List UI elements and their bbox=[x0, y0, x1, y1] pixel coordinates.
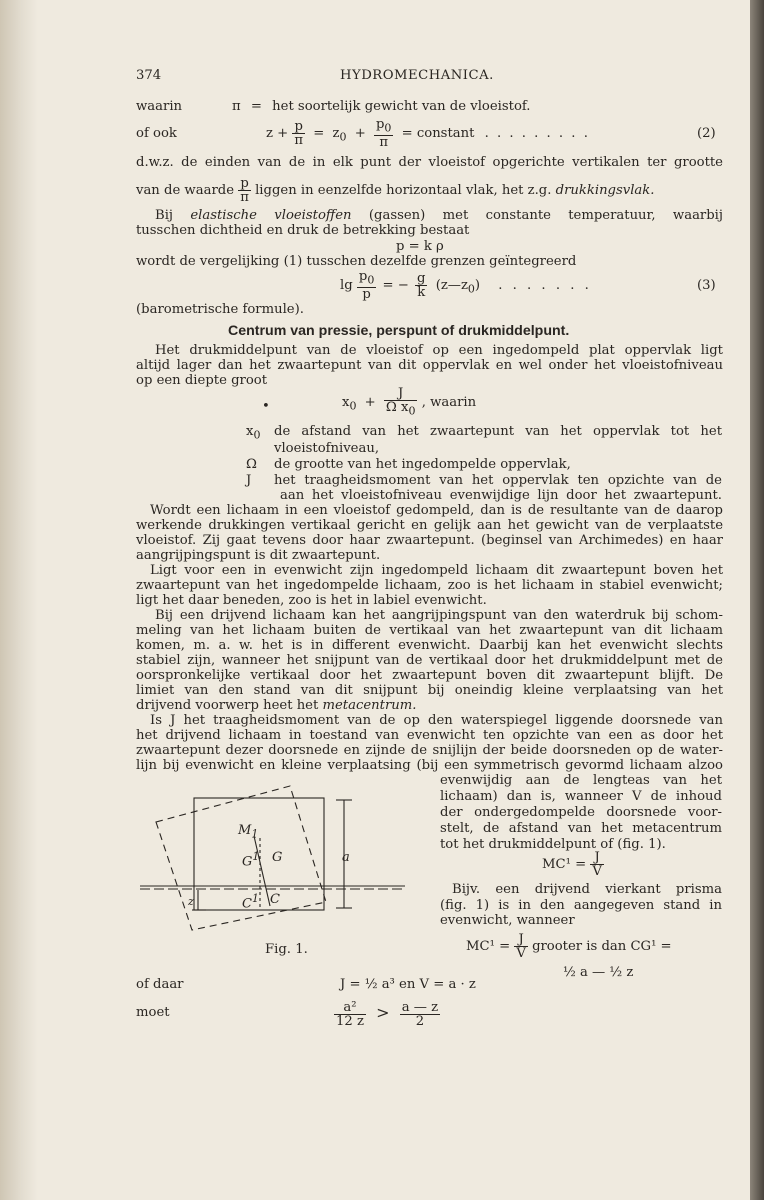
def-omega-symbol: Ω bbox=[246, 457, 257, 472]
para6-line: meling van het lichaam buiten de vertikaal van het zwaartepunt van dit lichaam bbox=[136, 623, 723, 638]
mc-eq2-num: J bbox=[514, 933, 528, 947]
eq4-bullet: • bbox=[262, 399, 270, 414]
def-J-text: het traagheidsmoment van het oppervlak ten opzichte van de bbox=[274, 473, 722, 488]
para1-frac bbox=[238, 177, 251, 204]
def-x0-x: x bbox=[246, 424, 254, 439]
eq2-z0-sub: 0 bbox=[339, 130, 347, 144]
final-eq-a: J = ½ a³ en V = a · z bbox=[340, 977, 476, 992]
eq4-frac-den-text: Ω x bbox=[385, 400, 409, 416]
para6-last-pre: drijvend voorwerp heet het bbox=[136, 698, 319, 713]
label-G1 bbox=[242, 850, 259, 869]
binding-shadow bbox=[0, 0, 38, 1200]
para5-line: Ligt voor een in evenwicht zijn ingedompeld lichaam dit zwaartepunt boven het bbox=[150, 563, 723, 578]
final-eq-b bbox=[334, 996, 440, 1032]
eq4-waarin: , waarin bbox=[421, 395, 477, 410]
para6-line: limiet van den stand van dit snijpunt bij oneindig kleine verplaatsing van het bbox=[136, 683, 723, 698]
para1-line2 bbox=[136, 175, 654, 207]
eq3-rest-end: ) bbox=[474, 278, 481, 293]
pi-symbol: π bbox=[232, 99, 241, 114]
eq3-equals: = − bbox=[382, 278, 409, 293]
eq4-x-sub: 0 bbox=[349, 399, 357, 413]
mc-eq2-frac bbox=[514, 933, 528, 960]
mc-eq bbox=[542, 848, 604, 882]
figure-caption: Fig. 1. bbox=[265, 942, 308, 957]
final-frac2-num: a — z bbox=[401, 1000, 439, 1015]
final-frac2 bbox=[400, 1001, 440, 1028]
mc-eq2-lhs: MC¹ = bbox=[466, 939, 511, 954]
eq2-left: of ook bbox=[136, 126, 177, 141]
eq3-rest: (z—z bbox=[435, 278, 468, 293]
def-x0-text: de afstand van het zwaartepunt van het oppervlak tot het bbox=[274, 424, 722, 439]
eq4-plus: + bbox=[364, 395, 376, 410]
eq3-frac1-den: p bbox=[362, 286, 371, 302]
eq3-dots: . . . . . . . bbox=[498, 278, 592, 293]
mc-eq-num: J bbox=[590, 851, 604, 865]
eq3-frac1-num-p: p bbox=[358, 269, 368, 285]
running-title: HYDROMECHANICA. bbox=[340, 68, 494, 83]
para6-line: Bij een drijvend lichaam kan het aangrijpingspunt van den waterdruk bij schom- bbox=[155, 608, 723, 623]
right-col2-line: (fig. 1) is in den aangegeven stand in bbox=[440, 898, 722, 913]
label-G1-sup: 1 bbox=[252, 850, 260, 863]
label-C1-text: C bbox=[242, 896, 252, 912]
eq3-number: (3) bbox=[697, 278, 716, 293]
right-col-line: lichaam) dan is, wanneer V de inhoud bbox=[440, 789, 722, 804]
eq2-rest: = constant bbox=[401, 126, 475, 141]
eq1-line bbox=[232, 99, 531, 115]
eq3-label: (barometrische formule). bbox=[136, 302, 304, 317]
eq2-frac2-den: π bbox=[379, 134, 389, 150]
right-col2-line: evenwicht, wanneer bbox=[440, 913, 575, 928]
para1-frac-den: π bbox=[240, 190, 249, 205]
para4-line: aangrijpingspunt is dit zwaartepunt. bbox=[136, 548, 381, 563]
final-frac1 bbox=[334, 1001, 366, 1028]
para4-line: werkende drukkingen vertikaal gericht en gelijk aan het gewicht van de verplaatste bbox=[136, 518, 723, 533]
para3-line: op een diepte groot bbox=[136, 373, 267, 388]
eq4-frac-den bbox=[384, 401, 418, 418]
right-col2-line: Bijv. een drijvend vierkant prisma bbox=[452, 882, 722, 897]
para3-line: altijd lager dan het zwaartepunt van dit oppervlak en wel onder het vloeistofniveau bbox=[136, 358, 723, 373]
right-edge bbox=[750, 0, 764, 1200]
eq2-equals: = bbox=[313, 126, 325, 141]
eq2-frac2-num-sub: 0 bbox=[384, 121, 392, 135]
eq4-frac bbox=[384, 387, 418, 418]
para6-last-it: metacentrum. bbox=[322, 698, 417, 713]
para1-pre: van de waarde bbox=[136, 183, 234, 198]
final-frac2-den: 2 bbox=[415, 1014, 425, 1029]
para1-frac-num: p bbox=[238, 177, 251, 191]
para5-line: ligt het daar beneden, zoo is het in labiel evenwicht. bbox=[136, 593, 487, 608]
eq2-number: (2) bbox=[697, 126, 716, 141]
eq3-frac2 bbox=[415, 272, 427, 299]
para3-line: Het drukmiddelpunt van de vloeistof op een ingedompeld plat oppervlak ligt bbox=[155, 343, 723, 358]
para7-line: zwaartepunt dezer doorsnede en zijnde de snijlijn der beide doorsneden op de water- bbox=[136, 743, 723, 758]
final-moet: moet bbox=[136, 1005, 170, 1020]
eq3-frac2-den: k bbox=[417, 285, 426, 300]
eq2-frac1-num: p bbox=[292, 120, 305, 134]
right-col-line: evenwijdig aan de lengteas van het bbox=[440, 773, 722, 788]
eq2-frac2-num bbox=[374, 118, 393, 136]
right-col-line: der ondergedompelde doorsnede voor- bbox=[440, 805, 722, 820]
para2-bij: Bij bbox=[155, 208, 173, 223]
def-x0-sub: 0 bbox=[253, 428, 261, 442]
right-col-line: tot het drukmiddelpunt of (fig. 1). bbox=[440, 837, 666, 852]
eq1-left: waarin bbox=[136, 99, 183, 114]
para1-line1: d.w.z. de einden van de in elk punt der vloeistof opgerichte vertikalen ter grootte bbox=[136, 155, 723, 170]
label-M-text: M bbox=[238, 823, 252, 838]
label-a: a bbox=[342, 850, 350, 865]
eq3-lg: lg bbox=[340, 278, 353, 293]
para7-line: Is J het traagheidsmoment van de op den waterspiegel liggende doorsnede van bbox=[150, 713, 723, 728]
eq3-frac1-num-sub: 0 bbox=[367, 273, 375, 287]
label-C1 bbox=[242, 892, 259, 911]
para6-line: komen, m. a. w. het is in different evenwicht. Daarbij kan het evenwicht slechts bbox=[136, 638, 723, 653]
eq4-frac-den-sub: 0 bbox=[408, 404, 416, 418]
final-of-daar: of daar bbox=[136, 977, 184, 992]
eq1-equals: = bbox=[250, 99, 262, 114]
para7-line: het drijvend lichaam in toestand van evenwicht ten opzichte van een as door het bbox=[136, 728, 723, 743]
para1-italic: drukkingsvlak. bbox=[555, 183, 655, 198]
def-J-symbol: J bbox=[246, 473, 252, 488]
final-gt: > bbox=[376, 1003, 390, 1022]
para6-line: oorspronkelijke vertikaal door het zwaartepunt boven dit zwaartepunt blijft. De bbox=[136, 668, 723, 683]
eq2-plus: + bbox=[354, 126, 366, 141]
def-omega-text: de grootte van het ingedompelde oppervlak, bbox=[274, 457, 571, 472]
tilted-square bbox=[156, 786, 326, 930]
label-z: z bbox=[188, 895, 194, 908]
para4-line: vloeistof. Zij gaat tevens door haar zwaartepunt. (beginsel van Archimedes) en haar bbox=[136, 533, 723, 548]
eq2-frac1 bbox=[292, 120, 305, 147]
eq2-dots: . . . . . . . . . bbox=[484, 126, 590, 141]
eq2-z0: z bbox=[332, 126, 340, 141]
eq3-frac2-num: g bbox=[417, 271, 426, 286]
para2-post: (gassen) met constante temperatuur, waarbij bbox=[368, 208, 723, 223]
mc-eq-lhs: MC¹ = bbox=[542, 857, 587, 872]
eq3-formula bbox=[340, 269, 592, 307]
para5-line: zwaartepunt van het ingedompelde lichaam, zoo is het lichaam in stabiel evenwicht; bbox=[136, 578, 723, 593]
para4-line: Wordt een lichaam in een vloeistof gedompeld, dan is de resultante van de daarop bbox=[150, 503, 723, 518]
para2-italic: elastische vloeistoffen bbox=[190, 208, 352, 223]
eq2-frac2-num-p: p bbox=[375, 117, 385, 133]
para1-post: liggen in eenzelfde horizontaal vlak, het z.g. bbox=[255, 183, 552, 198]
label-C1-sup: 1 bbox=[251, 892, 259, 905]
eq3-frac1-num bbox=[357, 270, 376, 288]
final-frac1-den: 12 z bbox=[336, 1014, 364, 1029]
mc-eq2-den: V bbox=[516, 946, 526, 961]
para7-line: lijn bij evenwicht en kleine verplaatsing (bij een symmetrisch gevormd lichaam alzoo bbox=[136, 758, 723, 773]
mc-eq2 bbox=[466, 930, 672, 964]
mc-eq2-line2: ½ a — ½ z bbox=[563, 965, 634, 980]
def-x0-cont: vloeistofniveau, bbox=[274, 441, 380, 456]
para2-line3: wordt de vergelijking (1) tusschen dezelfde grenzen geïntegreerd bbox=[136, 254, 577, 269]
eq2-frac2 bbox=[374, 118, 393, 149]
section-heading: Centrum van pressie, perspunt of drukmiddelpunt. bbox=[228, 323, 570, 339]
para2-pk: p = k ρ bbox=[396, 239, 444, 254]
def-x0-symbol bbox=[246, 424, 260, 444]
para6-line: stabiel zijn, wanneer het snijpunt van de vertikaal door het drukmiddelpunt met de bbox=[136, 653, 723, 668]
eq3-rest-sub: 0 bbox=[467, 282, 475, 296]
eq1-text: het soortelijk gewicht van de vloeistof. bbox=[272, 99, 531, 114]
eq3-frac1 bbox=[357, 270, 376, 301]
label-G: G bbox=[272, 850, 283, 865]
eq2-frac1-den: π bbox=[294, 133, 304, 148]
mc-eq-den: V bbox=[592, 864, 602, 879]
mc-eq-frac bbox=[590, 851, 604, 878]
para6-last bbox=[136, 698, 416, 714]
para2-line1 bbox=[155, 208, 723, 224]
label-M-sub: 1 bbox=[251, 827, 259, 841]
eq4-x: x bbox=[342, 395, 350, 410]
label-G1-text: G bbox=[242, 854, 253, 870]
def-J-cont: aan het vloeistofniveau evenwijdige lijn door het zwaartepunt. bbox=[280, 488, 722, 503]
eq2-formula bbox=[266, 117, 590, 155]
final-frac1-num: a² bbox=[334, 1001, 366, 1015]
right-col-line: stelt, de afstand van het metacentrum bbox=[440, 821, 722, 836]
para2-line2: tusschen dichtheid en druk de betrekking bestaat bbox=[136, 223, 470, 238]
page-number: 374 bbox=[136, 68, 162, 83]
label-C: C bbox=[270, 892, 280, 907]
eq2-zplus: z + bbox=[266, 126, 289, 141]
label-M bbox=[238, 823, 258, 841]
eq4-formula bbox=[342, 385, 476, 425]
mc-eq2-rest: grooter is dan CG¹ = bbox=[532, 939, 672, 954]
eq4-frac-num: J bbox=[384, 387, 418, 401]
